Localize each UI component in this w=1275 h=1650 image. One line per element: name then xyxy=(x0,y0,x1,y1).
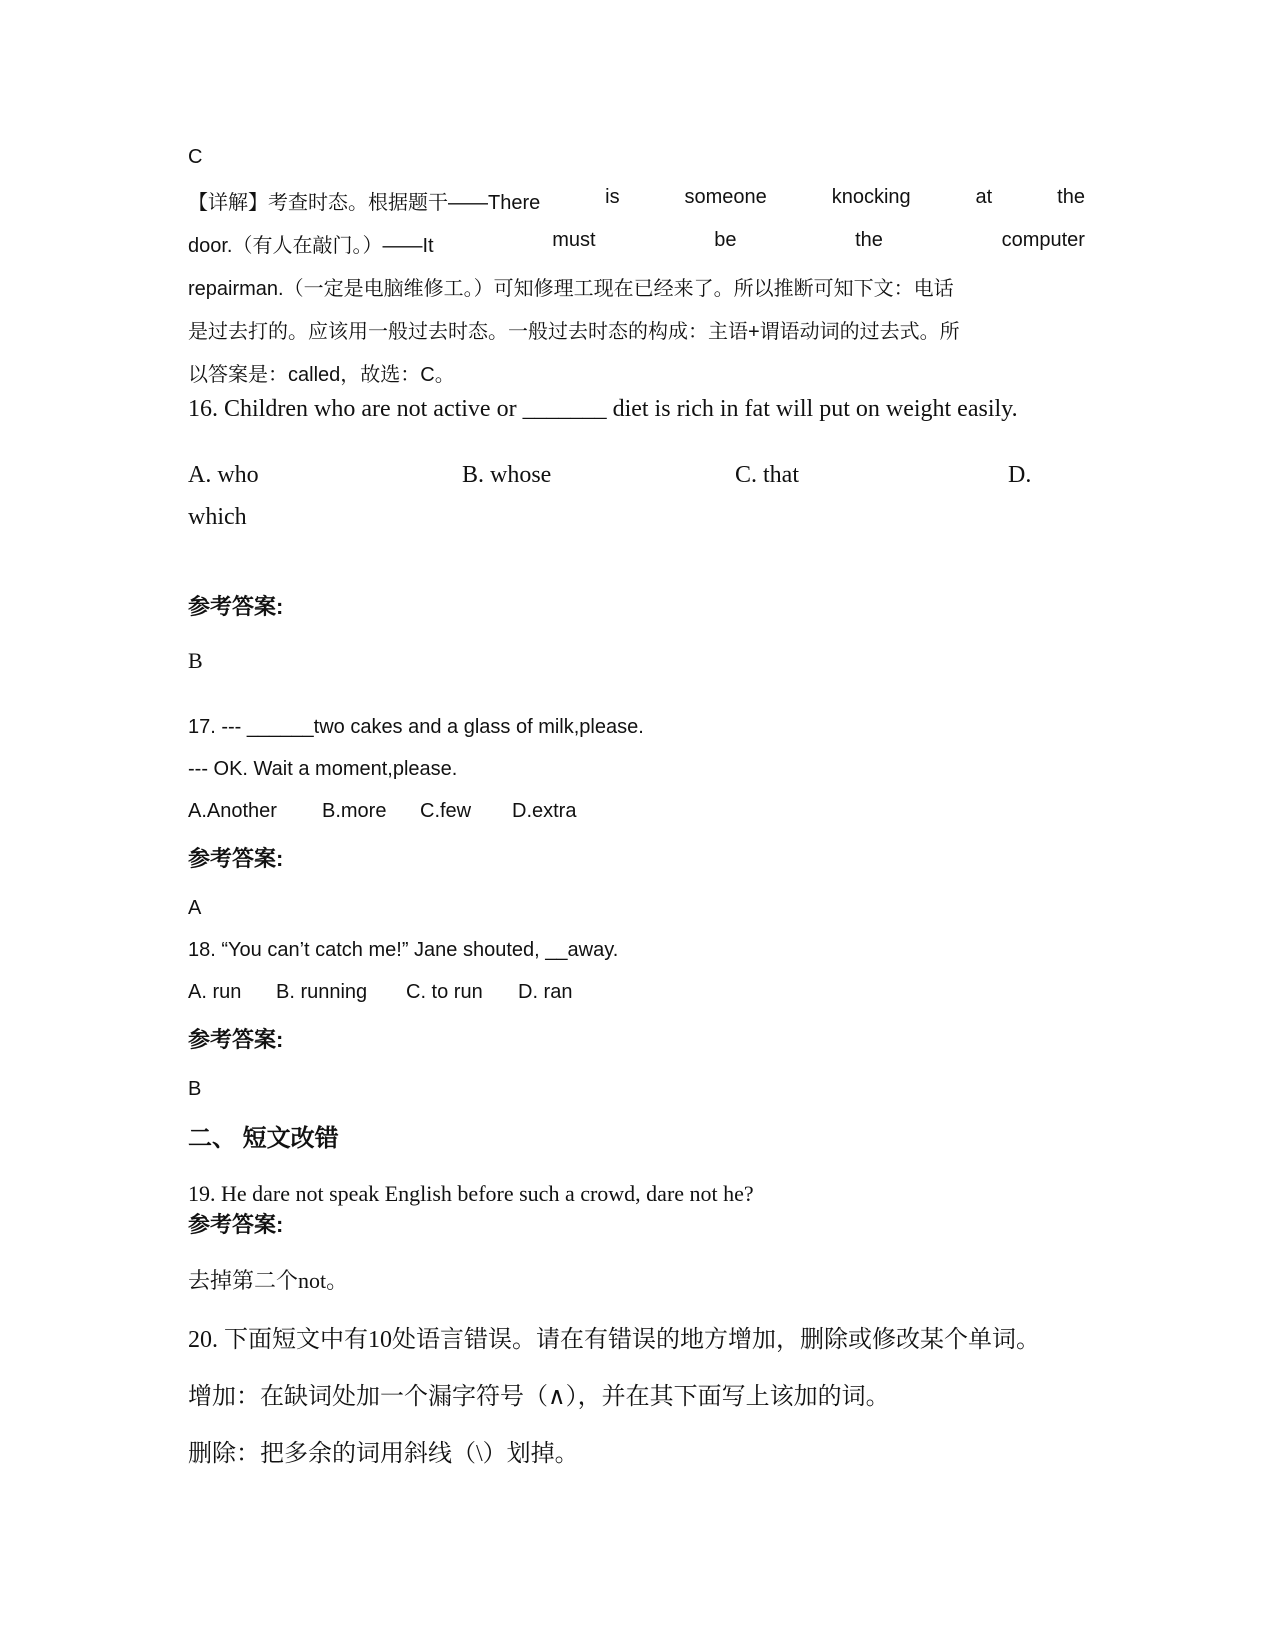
q15-explain-word: must xyxy=(552,229,596,251)
q15-explain-word: is xyxy=(605,186,620,208)
q16-option-b: B. whose xyxy=(462,462,552,488)
q15-explain-word: the xyxy=(855,229,883,251)
q16-answer: B xyxy=(188,648,203,673)
section-heading: 二、 短文改错 xyxy=(188,1125,339,1152)
q15-explain-word: the xyxy=(1057,186,1085,208)
q15-explain-word: at xyxy=(975,186,993,208)
q19-answer-label: 参考答案: xyxy=(188,1212,284,1237)
q16-option-d: D. xyxy=(1008,462,1032,488)
q19-answer: 去掉第二个not。 xyxy=(188,1268,349,1293)
q20-delete-rule: 删除：把多余的词用斜线（\）划掉。 xyxy=(188,1441,579,1467)
q20-instruction: 20. 下面短文中有10处语言错误。请在有错误的地方增加，删除或修改某个单词。 xyxy=(188,1327,1040,1353)
q18-option-a: A. run xyxy=(188,981,242,1003)
q17-option-b: B.more xyxy=(322,800,387,822)
q15-explain-line5: 以答案是：called，故选：C。 xyxy=(188,364,455,386)
q17-answer-label: 参考答案: xyxy=(188,846,284,871)
q15-answer: C xyxy=(188,146,203,168)
q16-option-a: A. who xyxy=(188,462,259,488)
q19-question: 19. He dare not speak English before such a crowd, dare not he? xyxy=(188,1181,754,1206)
q18-option-b: B. running xyxy=(276,981,368,1003)
q15-explain-line3: repairman.（一定是电脑维修工。）可知修理工现在已经来了。所以推断可知下文：电话 xyxy=(188,278,954,300)
q16-option-d-text: which xyxy=(188,504,247,530)
q16-answer-label: 参考答案: xyxy=(188,594,284,619)
q17-option-c: C.few xyxy=(420,800,472,822)
q15-explain-line1 xyxy=(188,186,1085,215)
q18-option-c: C. to run xyxy=(406,981,483,1003)
q18-question: 18. “You can’t catch me!” Jane shouted, __away. xyxy=(188,939,619,961)
q17-option-d: D.extra xyxy=(512,800,577,822)
q15-explain-word: computer xyxy=(1001,229,1085,251)
q17-answer: A xyxy=(188,897,202,919)
q15-explain-line2 xyxy=(188,229,1085,258)
q16-question: 16. Children who are not active or _______ diet is rich in fat will put on weight easily. xyxy=(188,396,1018,422)
q15-explain-line4: 是过去打的。应该用一般过去时态。一般过去时态的构成：主语+谓语动词的过去式。所 xyxy=(188,321,960,343)
q18-option-d: D. ran xyxy=(518,981,573,1003)
q18-answer: B xyxy=(188,1078,202,1100)
q15-explain-word: knocking xyxy=(831,186,911,208)
q15-explain-word: be xyxy=(714,229,737,251)
q15-explain-word: 【详解】考查时态。根据题干——There xyxy=(188,192,541,214)
q18-answer-label: 参考答案: xyxy=(188,1027,284,1052)
q17-option-a: A.Another xyxy=(188,800,277,822)
q17-question: 17. --- ______two cakes and a glass of milk,please. xyxy=(188,716,644,738)
q17-response: --- OK. Wait a moment,please. xyxy=(188,758,458,780)
q15-explain-word: door.（有人在敲门。）——It xyxy=(188,235,434,257)
q20-add-rule: 增加：在缺词处加一个漏字符号（∧），并在其下面写上该加的词。 xyxy=(188,1384,890,1410)
q15-explain-word: someone xyxy=(684,186,767,208)
q16-option-c: C. that xyxy=(735,462,799,488)
